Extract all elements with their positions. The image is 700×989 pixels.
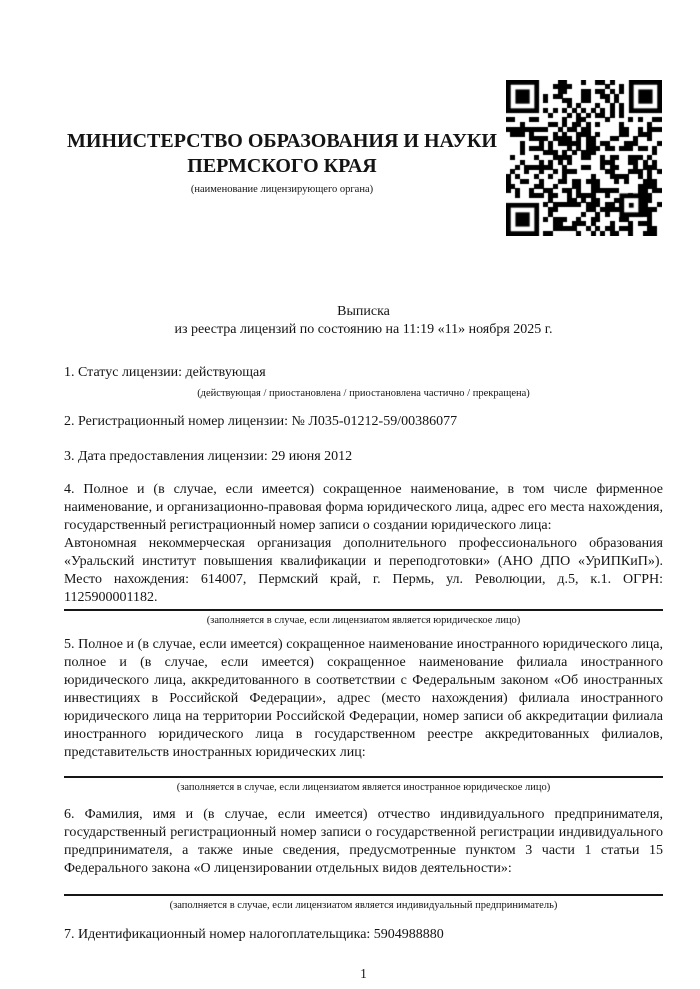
legal-entity-label: 4. Полное и (в случае, если имеется) сокращенное наименование, в том числе фирменное наименование, и организационно-правовая форма юридического лица, адрес его места нахождения, государственный регистрационный номер записи о создании юридического лица: (64, 482, 663, 533)
foreign-entity-underline (64, 776, 663, 778)
section-registration-number (64, 413, 663, 431)
registration-number-text: 2. Регистрационный номер лицензии: № Л035-01212-59/00386077 (64, 414, 458, 429)
taxpayer-number-text: 7. Идентификационный номер налогоплательщика: 5904988880 (64, 927, 444, 942)
document-title-line2: из реестра лицензий по состоянию на 11:19 «11» ноября 2025 г. (174, 322, 553, 337)
foreign-entity-caption: (заполняется в случае, если лицензиатом является иностранное юридическое лицо) (176, 782, 551, 793)
section-legal-entity (64, 481, 663, 627)
ministry-name-line2: ПЕРМСКОГО КРАЯ (187, 155, 377, 177)
legal-entity-underline (64, 609, 663, 611)
document-content (64, 0, 663, 982)
foreign-entity-label: 5. Полное и (в случае, если имеется) сокращенное наименование иностранного юридического лица, полное и (в случае, если имеется) сокращенное наименование филиала иностранного юридического лица, аккредитованного в соответствии с Федеральным законом «Об иностранных инвестициях в Российской Федерации», адрес (место нахождения) филиала иностранного юридического лица на территории Российской Федерации, номер записи об аккредитации филиала иностранного юридического лица в государственном реестре аккредитованных филиалов, представительств иностранных юридических лиц: (64, 637, 663, 760)
individual-entrepreneur-underline (64, 894, 663, 896)
legal-entity-value: Автономная некоммерческая организация дополнительного профессионального образования «Уральский институт повышения квалификации и переподготовки» (АНО ДПО «УрИПКиП»). Место нахождения: 614007, Пермский край, г. Пермь, ул. Революции, д.5, к.1. ОГРН: 1125900001182. (64, 536, 663, 605)
document-title-line1: Выписка (337, 304, 390, 319)
ministry-name-line1: МИНИСТЕРСТВО ОБРАЗОВАНИЯ И НАУКИ (67, 130, 497, 152)
section-foreign-entity (64, 636, 663, 794)
grant-date-text: 3. Дата предоставления лицензии: 29 июня 2012 (64, 449, 353, 464)
section-grant-date (64, 448, 663, 466)
section-individual-entrepreneur (64, 806, 663, 912)
license-status-caption: (действующая / приостановлена / приостановлена частично / прекращена) (197, 388, 530, 399)
document-title (64, 303, 663, 339)
ministry-name-caption: (наименование лицензирующего органа) (190, 184, 374, 195)
page-number: 1 (360, 966, 367, 981)
individual-entrepreneur-label: 6. Фамилия, имя и (в случае, если имеется) отчество индивидуального предпринимателя, государственный регистрационный номер записи о государственной регистрации индивидуального предпринимателя, а также иные сведения, предусмотренные пунктом 3 части 1 статьи 15 Федерального закона «О лицензировании отдельных видов деятельности»: (64, 807, 663, 876)
license-status-text: 1. Статус лицензии: действующая (64, 365, 266, 380)
individual-entrepreneur-caption: (заполняется в случае, если лицензиатом является индивидуальный предприниматель) (169, 900, 558, 911)
legal-entity-caption: (заполняется в случае, если лицензиатом является юридическое лицо) (206, 615, 521, 626)
section-license-status (64, 364, 663, 400)
section-taxpayer-number (64, 926, 663, 944)
licensing-authority-block (64, 129, 500, 196)
